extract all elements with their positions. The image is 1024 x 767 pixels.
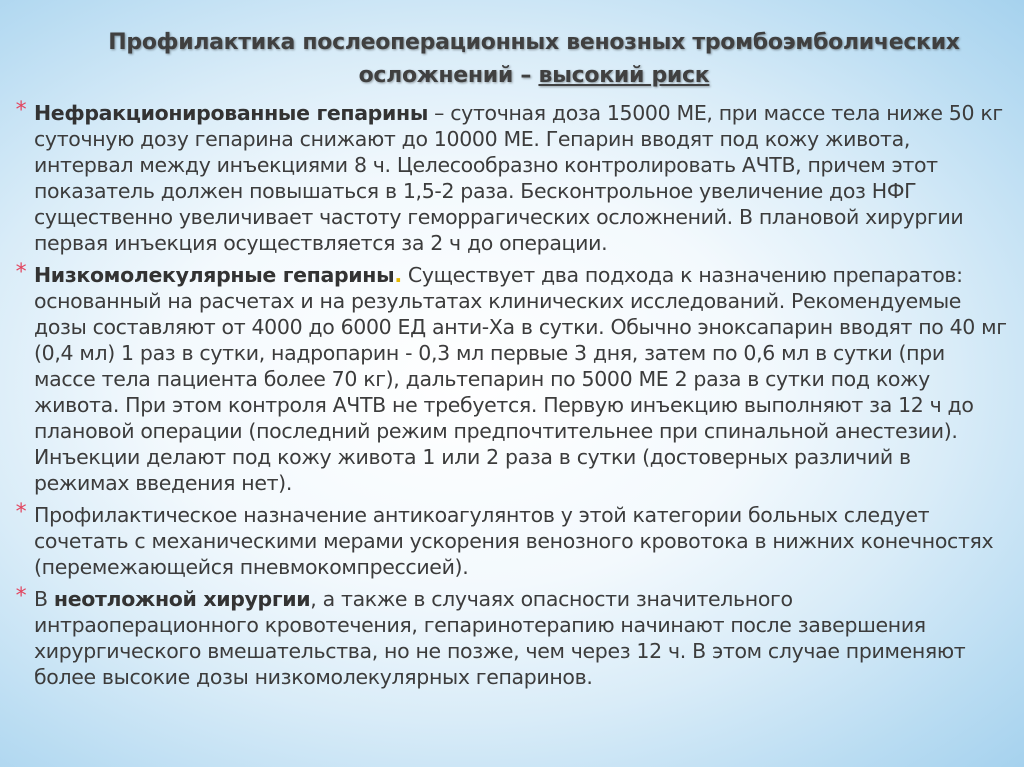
bullet-heading: Низкомолекулярные гепарины bbox=[34, 263, 395, 287]
bullet-text: – суточная доза 15000 МЕ, при массе тела ниже 50 кг суточную дозу гепарина снижают до 10000 МЕ. Гепарин вводят под кожу живота, интервал между инъекциями 8 ч. Целесообразно контролировать АЧТВ, причем этот показатель должен повышаться в 1,5-2 раза. Бесконтрольное увеличение доз НФГ существенно увеличивает частоту геморрагических осложнений. В плановой хирургии первая инъекция осуществляется за 2 ч до операции. bbox=[34, 101, 1003, 255]
asterisk-bullet-icon: * bbox=[15, 584, 27, 609]
bullet-lmw-heparins bbox=[10, 262, 1010, 496]
slide-title bbox=[60, 26, 1008, 92]
bullet-text: Профилактическое назначение антикоагулянтов у этой категории больных следует сочетать с механическими мерами ускорения венозного кровотока в нижних конечностях (перемежающейся пневмокомпрессией). bbox=[34, 503, 994, 579]
title-line-1: Профилактика послеоперационных венозных тромбоэмболических bbox=[108, 30, 960, 55]
asterisk-bullet-icon: * bbox=[15, 260, 27, 285]
bullet-heading-dot: . bbox=[394, 263, 402, 287]
bullet-emergency-surgery bbox=[10, 586, 1010, 690]
bullet-heading: неотложной хирургии bbox=[53, 587, 311, 611]
bullet-heading: Нефракционированные гепарины bbox=[34, 101, 429, 125]
bullet-text: Существует два подхода к назначению препаратов: основанный на расчетах и на результатах клинических исследований. Рекомендуемые дозы составляют от 4000 до 6000 ЕД анти-Ха в сутки. Обычно эноксапарин вводят по 40 мг (0,4 мл) 1 раз в сутки, надропарин - 0,3 мл первые 3 дня, затем по 0,6 мл в сутки (при массе тела пациента более 70 кг), дальтепарин по 5000 МЕ 2 раза в сутки под кожу живота. При этом контроля АЧТВ не требуется. Первую инъекцию выполняют за 12 ч до плановой операции (последний режим предпочтительнее при спинальной анестезии). Инъекции делают под кожу живота 1 или 2 раза в сутки (достоверных различий в режимах введения нет). bbox=[34, 263, 1007, 495]
title-line-2-main: осложнений – bbox=[358, 63, 539, 88]
title-line-2 bbox=[60, 59, 1008, 92]
title-risk-label: высокий риск bbox=[538, 63, 710, 88]
bullet-list bbox=[10, 100, 1010, 696]
bullet-prefix: В bbox=[34, 587, 54, 611]
bullet-unfractionated-heparins bbox=[10, 100, 1010, 256]
asterisk-bullet-icon: * bbox=[15, 98, 27, 123]
bullet-mechanical-measures bbox=[10, 502, 1010, 580]
asterisk-bullet-icon: * bbox=[15, 500, 27, 525]
bullet-text: , а также в случаях опасности значительного интраоперационного кровотечения, гепаринотерапию начинают после завершения хирургического вмешательства, но не позже, чем через 12 ч. В этом случае применяют более высокие дозы низкомолекулярных гепаринов. bbox=[34, 587, 966, 689]
